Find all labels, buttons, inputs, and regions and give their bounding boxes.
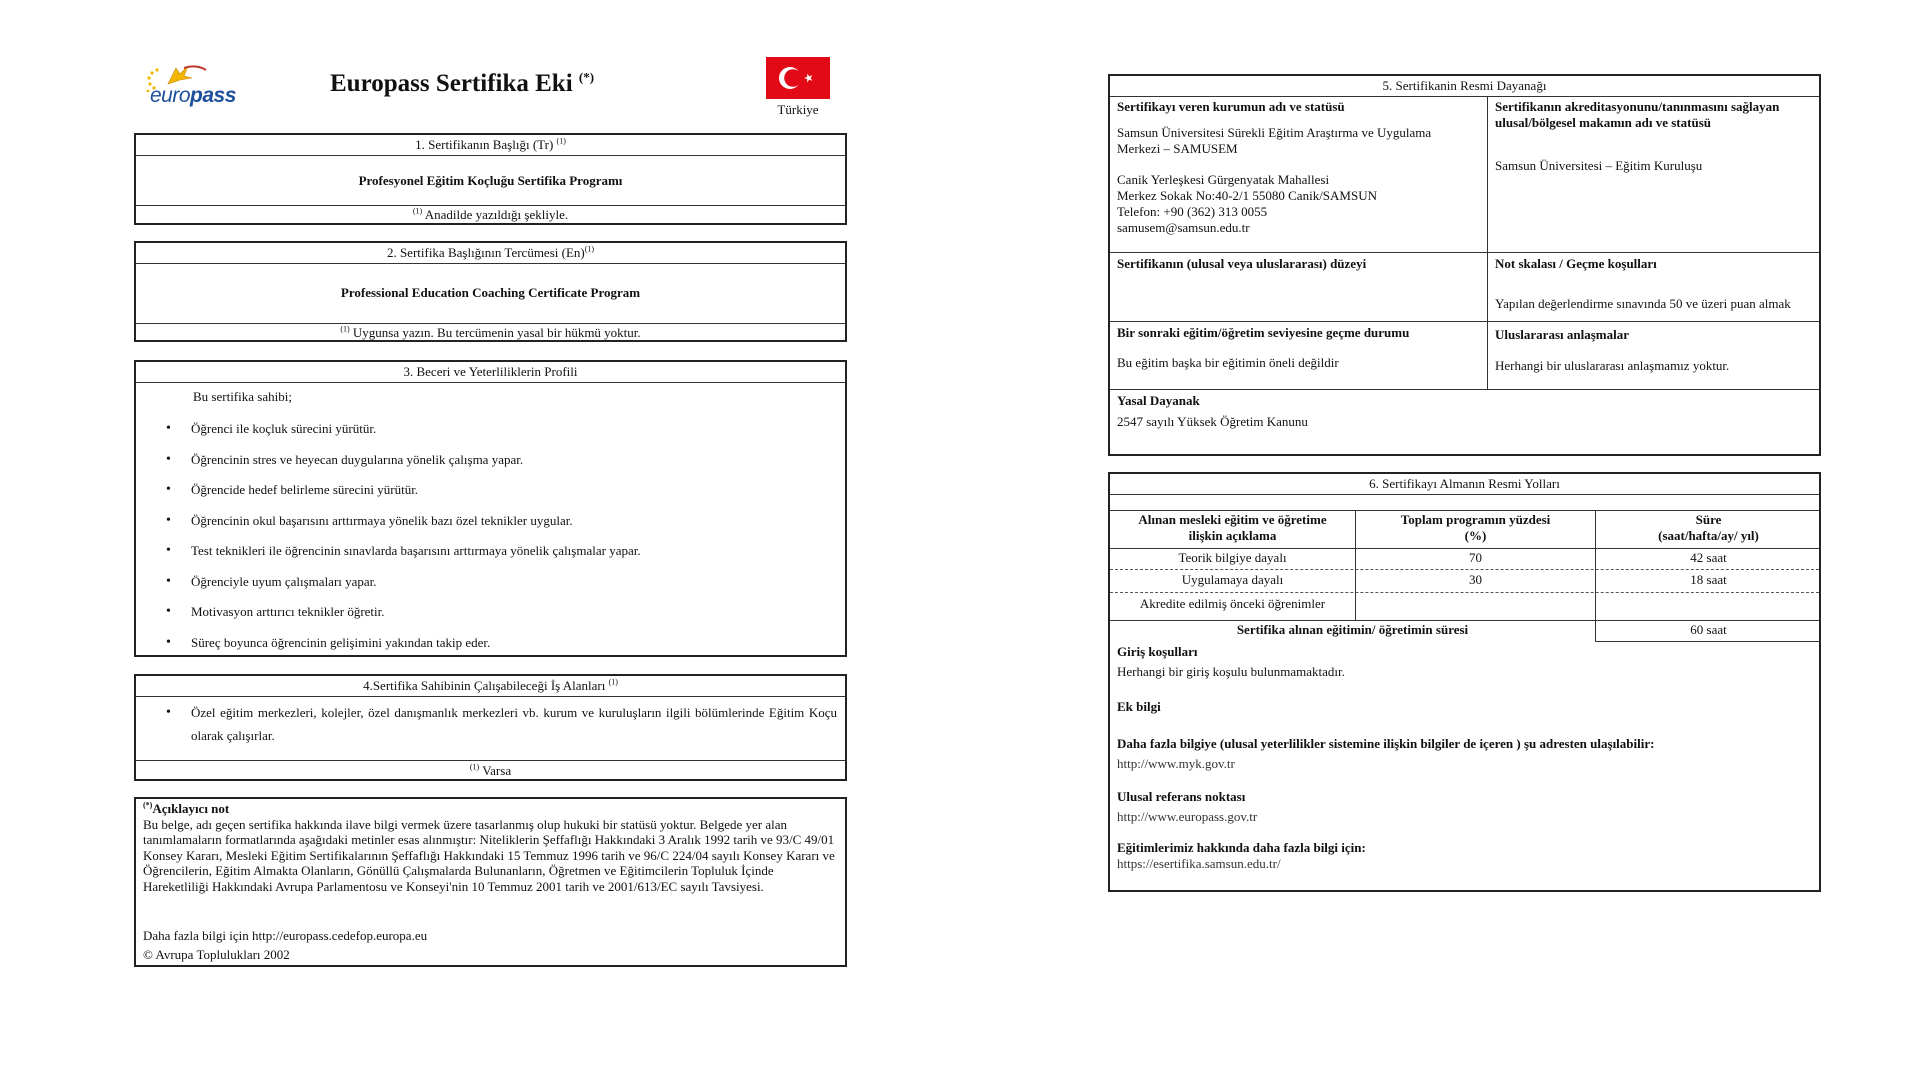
- title-marker: (*): [578, 69, 595, 85]
- total-duration-cell: [1595, 620, 1821, 642]
- logo-text-pass: pass: [190, 84, 236, 107]
- note-title-text: Açıklayıcı not: [152, 801, 230, 816]
- level-label: Sertifikanın (ulusal veya uluslararası) düzeyi: [1117, 256, 1367, 271]
- next-level-label: Bir sonraki eğitim/öğretim seviyesine geçme durumu: [1117, 325, 1410, 340]
- table-row-pct: 30: [1469, 572, 1482, 587]
- issuer-label: Sertifikayı veren kurumun adı ve statüsü: [1117, 99, 1345, 114]
- heading-sup: (1): [584, 244, 595, 254]
- legal-basis-label: Yasal Dayanak: [1117, 393, 1200, 408]
- issuer-name: Samsun Üniversitesi Sürekli Eğitim Araştırma ve Uygulama Merkezi – SAMUSEM: [1117, 125, 1432, 156]
- col1-header-line2: ilişkin açıklama: [1188, 528, 1277, 543]
- col1-header-line1: Alınan mesleki eğitim ve öğretime: [1138, 512, 1327, 527]
- table-row-desc: Teorik bilgiye dayalı: [1178, 550, 1287, 565]
- section-2-value: Professional Education Coaching Certificate Program: [340, 285, 641, 300]
- table-row-pct: 70: [1469, 550, 1482, 565]
- section-6-box: [1108, 472, 1821, 892]
- section-2-heading: [136, 244, 845, 262]
- footnote-sup: (1): [412, 206, 423, 216]
- section-3-box: [134, 360, 847, 657]
- section-1-footnote: [136, 206, 845, 224]
- list-item: • Öğrencinin okul başarısını arttırmaya yönelik bazı özel teknikler uygular.: [136, 512, 845, 543]
- authority-label: Sertifikanın akreditasyonunu/tanınmasını sağlayan ulusal/bölgesel makamın adı ve statüsü: [1495, 99, 1780, 130]
- col2-header-line2: (%): [1464, 528, 1487, 543]
- section-3-intro: Bu sertifika sahibi;: [193, 389, 292, 404]
- table-header-description: [1110, 512, 1355, 544]
- next-level-value: Bu eğitim başka bir eğitimin öneli değildir: [1117, 355, 1339, 370]
- grading-value: Yapılan değerlendirme sınavında 50 ve üzeri puan almak: [1495, 296, 1791, 311]
- table-row-dur: 42 saat: [1690, 550, 1727, 565]
- grading-label: Not skalası / Geçme koşulları: [1495, 256, 1657, 271]
- note-body: Bu belge, adı geçen sertifika hakkında ilave bilgi vermek üzere tasarlanmış olup hukuki bir statüsü yoktur. Belgede yer alan tanımlamaların formatlarında aşağıdaki metinler esas alınmıştır: Niteliklerin Şeffaflığı Hakkındaki 3 Aralık 1992 tarih ve 93/C 49/01 Konsey Kararı, Mesleki Eğitim Sertifikalarının Şeffaflığı Hakkındaki 15 Temmuz 1996 tarih ve 96/C 224/04 sayılı Konsey Kararı ve Öğrencilerin, Eğitim Almakta Olanların, Gönüllü Çalışmalarda Bulunanların, Öğretmen ve Eğitimcilerin Topluluk İçinde Hareketliliği Hakkındaki Avrupa Parlamentosu ve Konseyi'nin 10 Temmuz 2001 tarih ve 2001/613/EC sayılı Tavsiyesi.: [143, 817, 835, 894]
- section-2-box: [134, 241, 847, 342]
- total-duration-value: 60 saat: [1690, 622, 1727, 637]
- list-item: • Test teknikleri ile öğrencinin sınavlarda başarısını arttırmaya yönelik çalışmalar yapar.: [136, 542, 845, 573]
- issuer-email: samusem@samsun.edu.tr: [1117, 220, 1250, 235]
- table-row-dur: 18 saat: [1690, 572, 1727, 587]
- page-title: [330, 70, 594, 98]
- footnote-sup: (1): [469, 762, 480, 772]
- section-1-heading-text: 1. Sertifikanın Başlığı (Tr): [415, 137, 554, 152]
- edu-info-label: Eğitimlerimiz hakkında daha fazla bilgi için:: [1117, 840, 1366, 855]
- europass-link[interactable]: http://www.europass.gov.tr: [1117, 809, 1258, 824]
- work-area-text: Özel eğitim merkezleri, kolejler, özel danışmanlık merkezleri vb. kurum ve kuruluşların ilgili bölümlerinde Eğitim Koçu olarak çalışırlar.: [191, 705, 837, 743]
- table-header-duration: [1596, 512, 1821, 544]
- section-2-footnote-text: Uygunsa yazın. Bu tercümenin yasal bir hükmü yoktur.: [352, 325, 641, 340]
- more-info-label: Daha fazla bilgiye (ulusal yeterlilikler sistemine ilişkin bilgiler de içeren ) şu adresten ulaşılabilir:: [1117, 736, 1655, 751]
- table-header-percentage: [1356, 512, 1595, 544]
- note-more-info: Daha fazla bilgi için http://europass.cedefop.europa.eu: [143, 928, 428, 943]
- esertifika-link[interactable]: https://esertifika.samsun.edu.tr/: [1117, 856, 1281, 871]
- logo-text-euro: euro: [150, 84, 191, 107]
- intl-agreements-value: Herhangi bir uluslararası anlaşmamız yoktur.: [1495, 358, 1730, 373]
- note-copyright: © Avrupa Toplulukları 2002: [143, 947, 290, 962]
- note-title-sup: (*): [143, 800, 153, 810]
- list-item: • Öğrenciyle uyum çalışmaları yapar.: [136, 573, 845, 604]
- heading-sup: (1): [608, 677, 618, 687]
- section-4-heading: [136, 677, 845, 695]
- section-4-footnote-text: Varsa: [482, 763, 512, 778]
- total-duration-label: Sertifika alınan eğitimin/ öğretimin süresi: [1236, 622, 1469, 637]
- myk-link[interactable]: http://www.myk.gov.tr: [1117, 756, 1235, 771]
- additional-info-label: Ek bilgi: [1117, 699, 1161, 714]
- turkey-flag-icon: [766, 57, 830, 99]
- legal-basis-value: 2547 sayılı Yüksek Öğretim Kanunu: [1117, 414, 1308, 429]
- section-2-footnote: [136, 324, 845, 342]
- section-2-heading-text: 2. Sertifika Başlığının Tercümesi (En): [386, 245, 585, 260]
- list-item: • Öğrenci ile koçluk sürecini yürütür.: [136, 420, 845, 451]
- list-item: • Öğrencinin stres ve heyecan duygularına yönelik çalışma yapar.: [136, 451, 845, 482]
- page-title-text: Europass Sertifika Eki: [330, 70, 573, 97]
- section-1-heading: [136, 136, 845, 154]
- list-item: • Motivasyon arttırıcı teknikler öğretir.: [136, 603, 845, 634]
- section-3-heading: 3. Beceri ve Yeterliliklerin Profili: [403, 364, 578, 379]
- explanatory-note-box: [134, 797, 847, 967]
- issuer-address-1: Canik Yerleşkesi Gürgenyatak Mahallesi: [1117, 172, 1330, 187]
- col3-header-line2: (saat/hafta/ay/ yıl): [1658, 528, 1759, 543]
- list-item: • Öğrencide hedef belirleme sürecini yürütür.: [136, 481, 845, 512]
- list-item: • Süreç boyunca öğrencinin gelişimini yakından takip eder.: [136, 634, 845, 665]
- section-4-box: [134, 674, 847, 781]
- section-4-heading-text: 4.Sertifika Sahibinin Çalışabileceği İş Alanları: [363, 678, 606, 693]
- issuer-address-2: Merkez Sokak No:40-2/1 55080 Canik/SAMSUN: [1117, 188, 1377, 203]
- section-4-footnote: [136, 762, 845, 780]
- country-label: Türkiye: [777, 102, 819, 117]
- work-area-item: • Özel eğitim merkezleri, kolejler, özel danışmanlık merkezleri vb. kurum ve kuruluşların ilgili bölümlerinde Eğitim Koçu olarak çalışırlar.: [166, 705, 837, 743]
- section-1-value: Profesyonel Eğitim Koçluğu Sertifika Programı: [358, 173, 623, 188]
- footnote-sup: (1): [340, 324, 350, 334]
- europass-logo: [140, 62, 240, 112]
- entry-conditions-value: Herhangi bir giriş koşulu bulunmamaktadır.: [1117, 664, 1345, 679]
- table-row-desc: Akredite edilmiş önceki öğrenimler: [1139, 596, 1326, 611]
- authority-value: Samsun Üniversitesi – Eğitim Kuruluşu: [1495, 158, 1703, 173]
- reference-point-label: Ulusal referans noktası: [1117, 789, 1246, 804]
- section-5-box: [1108, 74, 1821, 456]
- col2-header-line1: Toplam programın yüzdesi: [1400, 512, 1551, 527]
- entry-conditions-label: Giriş koşulları: [1117, 644, 1198, 659]
- table-row-desc: Uygulamaya dayalı: [1181, 572, 1284, 587]
- section-1-footnote-text: Anadilde yazıldığı şekliyle.: [424, 207, 569, 222]
- col3-header-line1: Süre: [1695, 512, 1722, 527]
- note-title: [143, 801, 229, 817]
- heading-sup: (1): [556, 136, 566, 146]
- section-1-box: [134, 133, 847, 225]
- intl-agreements-label: Uluslararası anlaşmalar: [1495, 327, 1629, 342]
- issuer-phone: Telefon: +90 (362) 313 0055: [1117, 204, 1268, 219]
- skills-list: [136, 420, 845, 664]
- section-6-heading: 6. Sertifikayı Almanın Resmi Yolları: [1369, 476, 1560, 491]
- section-5-heading: 5. Sertifikanin Resmi Dayanağı: [1382, 78, 1547, 93]
